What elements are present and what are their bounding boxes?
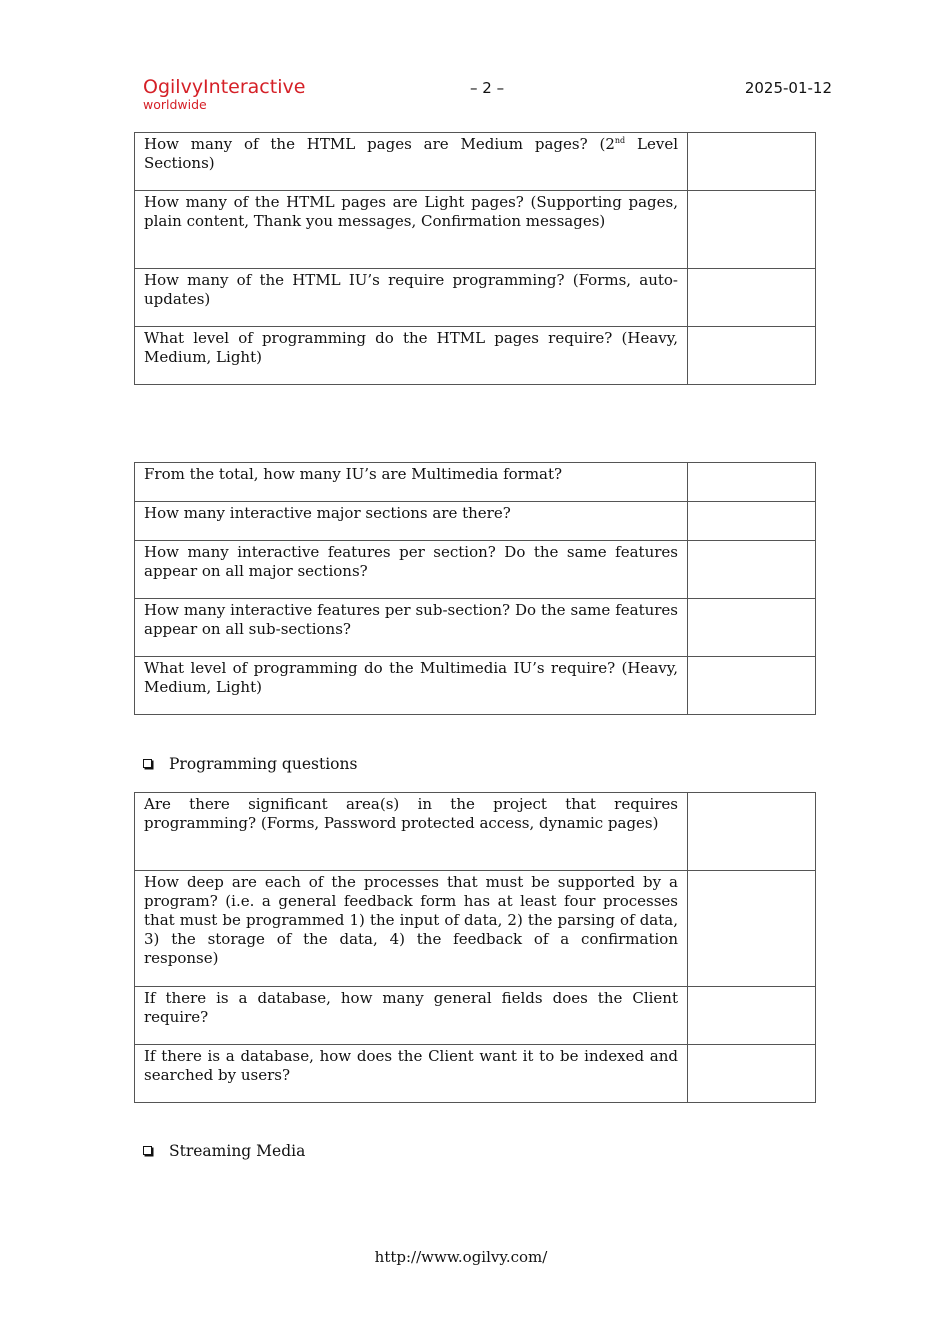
table-row (135, 327, 816, 385)
question-cell: From the total, how many IU’s are Multimedia format? (135, 463, 688, 502)
table-row (135, 191, 816, 269)
footer-url[interactable]: http://www.ogilvy.com/ (374, 1248, 548, 1266)
answer-cell[interactable] (688, 871, 816, 987)
programming-table (134, 792, 816, 1103)
table-row (135, 793, 816, 871)
section-heading-programming: Programming questions (143, 754, 357, 774)
answer-cell[interactable] (688, 657, 816, 715)
brand-subtitle: worldwide (143, 97, 207, 112)
question-cell: How many interactive major sections are there? (135, 502, 688, 541)
answer-cell[interactable] (688, 793, 816, 871)
question-cell: How many of the HTML IU’s require programming? (Forms, auto-updates) (135, 269, 688, 327)
answer-cell[interactable] (688, 1045, 816, 1103)
question-cell: How many of the HTML pages are Light pages? (Supporting pages, plain content, Thank you messages, Confirmation messages) (135, 191, 688, 269)
answer-cell[interactable] (688, 541, 816, 599)
table-row (135, 599, 816, 657)
question-cell: If there is a database, how many general fields does the Client require? (135, 987, 688, 1045)
section-heading-streaming: Streaming Media (143, 1141, 305, 1161)
table-row (135, 502, 816, 541)
document-date: 2025-01-12 (744, 79, 832, 97)
checkbox-bullet-icon (143, 1146, 152, 1155)
answer-cell[interactable] (688, 327, 816, 385)
question-cell: How many interactive features per sub-section? Do the same features appear on all sub-sections? (135, 599, 688, 657)
html-pages-table (134, 132, 816, 385)
table-row (135, 269, 816, 327)
table-row (135, 1045, 816, 1103)
page-number: – 2 – (470, 79, 505, 97)
table-row (135, 987, 816, 1045)
table-row (135, 871, 816, 987)
question-cell: Are there significant area(s) in the project that requires programming? (Forms, Password protected access, dynamic pages) (135, 793, 688, 871)
answer-cell[interactable] (688, 463, 816, 502)
question-cell: What level of programming do the HTML pages require? (Heavy, Medium, Light) (135, 327, 688, 385)
question-cell: If there is a database, how does the Client want it to be indexed and searched by users? (135, 1045, 688, 1103)
question-cell: How deep are each of the processes that must be supported by a program? (i.e. a general feedback form has at least four processes that must be programmed 1) the input of data, 2) the parsing of data, 3) the storage of the data, 4) the feedback of a confirmation response) (135, 871, 688, 987)
table-row (135, 657, 816, 715)
brand-logo (143, 76, 305, 112)
multimedia-table (134, 462, 816, 715)
question-cell: How many interactive features per section? Do the same features appear on all major sections? (135, 541, 688, 599)
answer-cell[interactable] (688, 502, 816, 541)
question-cell: How many of the HTML pages are Medium pages? (2nd Level Sections) (135, 133, 688, 191)
question-cell: What level of programming do the Multimedia IU’s require? (Heavy, Medium, Light) (135, 657, 688, 715)
table-row (135, 463, 816, 502)
answer-cell[interactable] (688, 191, 816, 269)
answer-cell[interactable] (688, 133, 816, 191)
checkbox-bullet-icon (143, 759, 152, 768)
brand-name: OgilvyInteractive (143, 76, 306, 98)
table-row (135, 541, 816, 599)
answer-cell[interactable] (688, 987, 816, 1045)
table-row (135, 133, 816, 191)
answer-cell[interactable] (688, 599, 816, 657)
answer-cell[interactable] (688, 269, 816, 327)
